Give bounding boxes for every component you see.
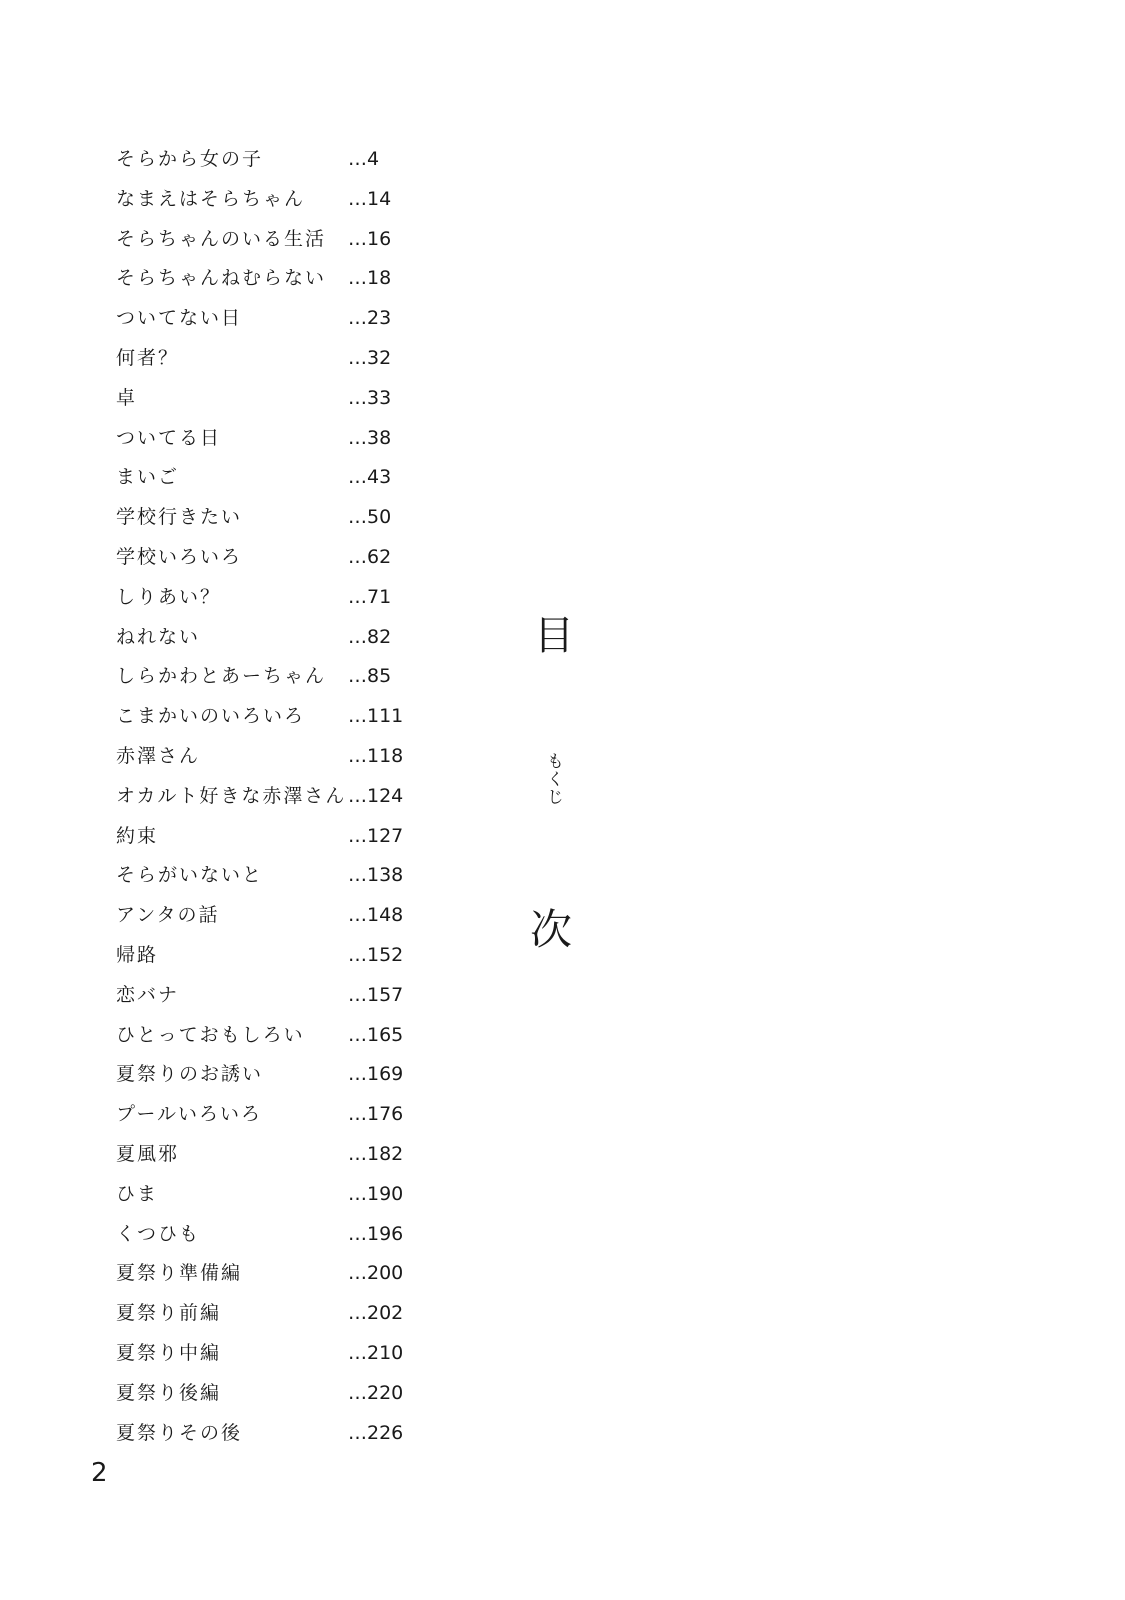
toc-entry-title: 夏祭りその後 <box>116 1421 243 1444</box>
toc-entry-title: ねれない <box>116 625 201 648</box>
toc-entry <box>116 379 436 419</box>
toc-entry <box>116 618 436 658</box>
toc-entry-title: 学校行きたい <box>116 506 243 529</box>
toc-entry <box>116 419 436 459</box>
toc-entry-title: そらちゃんねむらない <box>116 267 327 290</box>
toc-entry-page: …176 <box>348 1103 404 1126</box>
toc-entry-title: しりあい？ <box>116 585 222 608</box>
toc-entry-title: 夏祭り中編 <box>116 1341 222 1364</box>
toc-entry <box>116 817 436 857</box>
toc-entry <box>116 220 436 260</box>
toc-entry-page: …111 <box>348 705 404 728</box>
toc-entry <box>116 259 436 299</box>
toc-entry-title: 夏祭り準備編 <box>116 1262 243 1285</box>
toc-entry <box>116 1414 436 1454</box>
toc-entry-title: 卓 <box>116 386 138 409</box>
table-of-contents <box>116 140 436 1453</box>
toc-entry <box>116 1294 436 1334</box>
toc-entry-page: …157 <box>348 983 404 1006</box>
toc-entry <box>116 856 436 896</box>
toc-entry-page: …124 <box>348 784 404 807</box>
toc-entry-page: …85 <box>348 665 392 688</box>
toc-entry-page: …50 <box>348 506 392 529</box>
toc-entry-page: …148 <box>348 904 404 927</box>
toc-entry-title: そらちゃんのいる生活 <box>116 227 327 250</box>
toc-entry <box>116 1016 436 1056</box>
toc-entry-title: 夏祭り後編 <box>116 1381 222 1404</box>
toc-entry <box>116 1135 436 1175</box>
toc-entry-title: 学校いろいろ <box>116 545 243 568</box>
toc-entry-title: こまかいのいろいろ <box>116 705 306 728</box>
toc-entry-page: …196 <box>348 1222 404 1245</box>
toc-entry-title: 恋バナ <box>116 983 180 1006</box>
toc-entry-title: しらかわとあーちゃん <box>116 665 327 688</box>
toc-entry <box>116 140 436 180</box>
toc-entry <box>116 1215 436 1255</box>
toc-entry-title: 夏祭り前編 <box>116 1302 222 1325</box>
toc-entry-page: …200 <box>348 1262 404 1285</box>
toc-entry-page: …138 <box>348 864 404 887</box>
toc-entry <box>116 936 436 976</box>
toc-entry-title: 赤澤さん <box>116 744 201 767</box>
toc-entry-page: …202 <box>348 1302 404 1325</box>
toc-entry-page: …33 <box>348 386 392 409</box>
toc-entry-page: …169 <box>348 1063 404 1086</box>
toc-entry-title: ついてない日 <box>116 307 243 330</box>
toc-entry-title: 夏風邪 <box>116 1142 180 1165</box>
toc-entry <box>116 777 436 817</box>
toc-entry-page: …220 <box>348 1381 404 1404</box>
toc-entry <box>116 538 436 578</box>
page-number: 2 <box>91 1458 108 1488</box>
toc-entry-title: ついてる日 <box>116 426 222 449</box>
toc-entry-title: そらがいないと <box>116 864 264 887</box>
toc-entry-page: …23 <box>348 307 392 330</box>
toc-entry <box>116 1334 436 1374</box>
toc-entry <box>116 498 436 538</box>
toc-entry-title: ひま <box>116 1182 159 1205</box>
toc-entry-page: …43 <box>348 466 392 489</box>
toc-entry-page: …152 <box>348 943 404 966</box>
toc-entry-page: …62 <box>348 545 392 568</box>
heading-furigana: もくじ <box>543 752 563 806</box>
toc-entry <box>116 976 436 1016</box>
toc-entry-page: …14 <box>348 187 392 210</box>
toc-entry-title: 何者？ <box>116 346 180 369</box>
toc-entry-title: 帰路 <box>116 943 159 966</box>
toc-entry-title: くつひも <box>116 1222 201 1245</box>
toc-entry-page: …38 <box>348 426 392 449</box>
heading-ji: 次 <box>530 905 573 954</box>
toc-entry <box>116 458 436 498</box>
toc-entry-page: …165 <box>348 1023 404 1046</box>
toc-entry <box>116 896 436 936</box>
toc-entry-title: なまえはそらちゃん <box>116 187 306 210</box>
toc-entry-page: …127 <box>348 824 404 847</box>
toc-entry <box>116 1095 436 1135</box>
toc-entry <box>116 1055 436 1095</box>
toc-entry-title: 夏祭りのお誘い <box>116 1063 264 1086</box>
toc-entry-page: …4 <box>348 148 380 170</box>
toc-entry-title: アンタの話 <box>116 904 220 927</box>
toc-entry-page: …16 <box>348 227 392 250</box>
toc-entry <box>116 1374 436 1414</box>
toc-entry-title: オカルト好きな赤澤さん <box>116 784 347 807</box>
toc-entry <box>116 180 436 220</box>
toc-entry <box>116 339 436 379</box>
toc-entry <box>116 578 436 618</box>
toc-entry <box>116 697 436 737</box>
heading-moku: 目 <box>534 613 574 659</box>
toc-entry <box>116 657 436 697</box>
toc-entry-title: プールいろいろ <box>116 1103 263 1126</box>
toc-entry-page: …18 <box>348 267 392 290</box>
toc-entry-title: そらから女の子 <box>116 148 264 170</box>
toc-entry-page: …82 <box>348 625 392 648</box>
toc-entry <box>116 1254 436 1294</box>
toc-entry-title: まいご <box>116 466 180 489</box>
toc-entry-page: …182 <box>348 1142 404 1165</box>
toc-entry-page: …32 <box>348 346 392 369</box>
toc-entry-page: …210 <box>348 1341 404 1364</box>
toc-entry-title: 約束 <box>116 824 159 847</box>
toc-entry-title: ひとっておもしろい <box>116 1023 305 1046</box>
toc-entry <box>116 737 436 777</box>
toc-entry-page: …190 <box>348 1182 404 1205</box>
toc-entry-page: …71 <box>348 585 392 608</box>
toc-entry-page: …118 <box>348 744 404 767</box>
toc-entry <box>116 299 436 339</box>
toc-entry <box>116 1175 436 1215</box>
toc-entry-page: …226 <box>348 1421 404 1444</box>
